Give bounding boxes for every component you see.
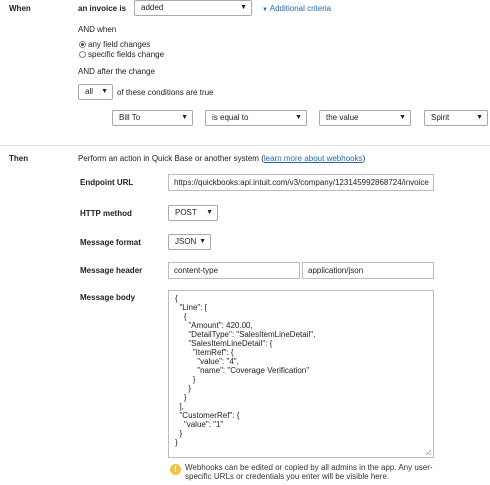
chevron-down-icon: ▼	[101, 88, 108, 95]
message-body-label: Message body	[80, 293, 136, 302]
additional-criteria-link[interactable]: ▼ Additional criteria	[262, 4, 332, 13]
chevron-down-icon: ▼	[295, 114, 302, 121]
trigger-select[interactable]	[134, 0, 252, 16]
message-format-select[interactable]	[168, 234, 211, 250]
endpoint-label: Endpoint URL	[80, 178, 134, 187]
message-format-label: Message format	[80, 238, 141, 247]
condition-value-type-value: the value	[326, 113, 359, 122]
http-method-label: HTTP method	[80, 209, 132, 218]
learn-more-link[interactable]: learn more about webhooks	[263, 154, 363, 163]
radio-any-field-label: any field changes	[88, 40, 151, 49]
chevron-down-icon: ▼	[206, 209, 213, 216]
message-body-textarea[interactable]	[168, 290, 434, 458]
condition-field-select[interactable]	[112, 110, 193, 126]
http-method-select[interactable]	[168, 205, 218, 221]
and-after-label: AND after the change	[78, 67, 155, 76]
condition-operator-value: is equal to	[212, 113, 249, 122]
trigger-select-value: added	[141, 3, 164, 12]
chevron-down-icon: ▼	[240, 4, 247, 11]
header-key-input[interactable]: content-type	[168, 262, 300, 279]
chevron-down-icon: ▼	[476, 114, 483, 121]
http-method-value: POST	[175, 208, 197, 217]
condition-field-value: Bill To	[119, 113, 141, 122]
chevron-down-icon: ▼	[199, 238, 206, 245]
resize-grip-icon[interactable]	[424, 448, 432, 456]
quantifier-select[interactable]	[78, 84, 113, 100]
header-value-input[interactable]: application/json	[302, 262, 434, 279]
then-section-label: Then	[9, 154, 29, 163]
endpoint-url-input[interactable]: https://quickbooks.api.intuit.com/v3/company/123145992868724/invoice	[168, 174, 434, 191]
message-format-value: JSON	[175, 237, 197, 246]
triangle-down-icon: ▼	[262, 7, 268, 13]
condition-value-value: Spirit	[431, 113, 450, 122]
warning-icon: !	[170, 464, 181, 475]
and-when-label: AND when	[78, 25, 117, 34]
quantifier-suffix: of these conditions are true	[117, 88, 214, 97]
condition-value-type-select[interactable]	[319, 110, 411, 126]
trigger-label: an invoice is	[78, 4, 127, 13]
condition-value-select[interactable]	[424, 110, 488, 126]
then-description: Perform an action in Quick Base or another system (learn more about webhooks)	[78, 154, 366, 163]
quantifier-select-value: all	[85, 87, 94, 96]
message-header-label: Message header	[80, 266, 143, 275]
webhook-warning: Webhooks can be edited or copied by all admins in the app. Any user-specific URLs or credentials you enter will be visible here.	[185, 463, 433, 481]
chevron-down-icon: ▼	[181, 114, 188, 121]
when-section-label: When	[9, 4, 31, 13]
condition-operator-select[interactable]	[205, 110, 307, 126]
section-divider	[0, 145, 490, 146]
radio-specific-fields-label: specific fields change	[88, 50, 165, 59]
radio-specific-fields[interactable]	[79, 51, 86, 58]
chevron-down-icon: ▼	[399, 114, 406, 121]
radio-any-field[interactable]	[79, 41, 86, 48]
